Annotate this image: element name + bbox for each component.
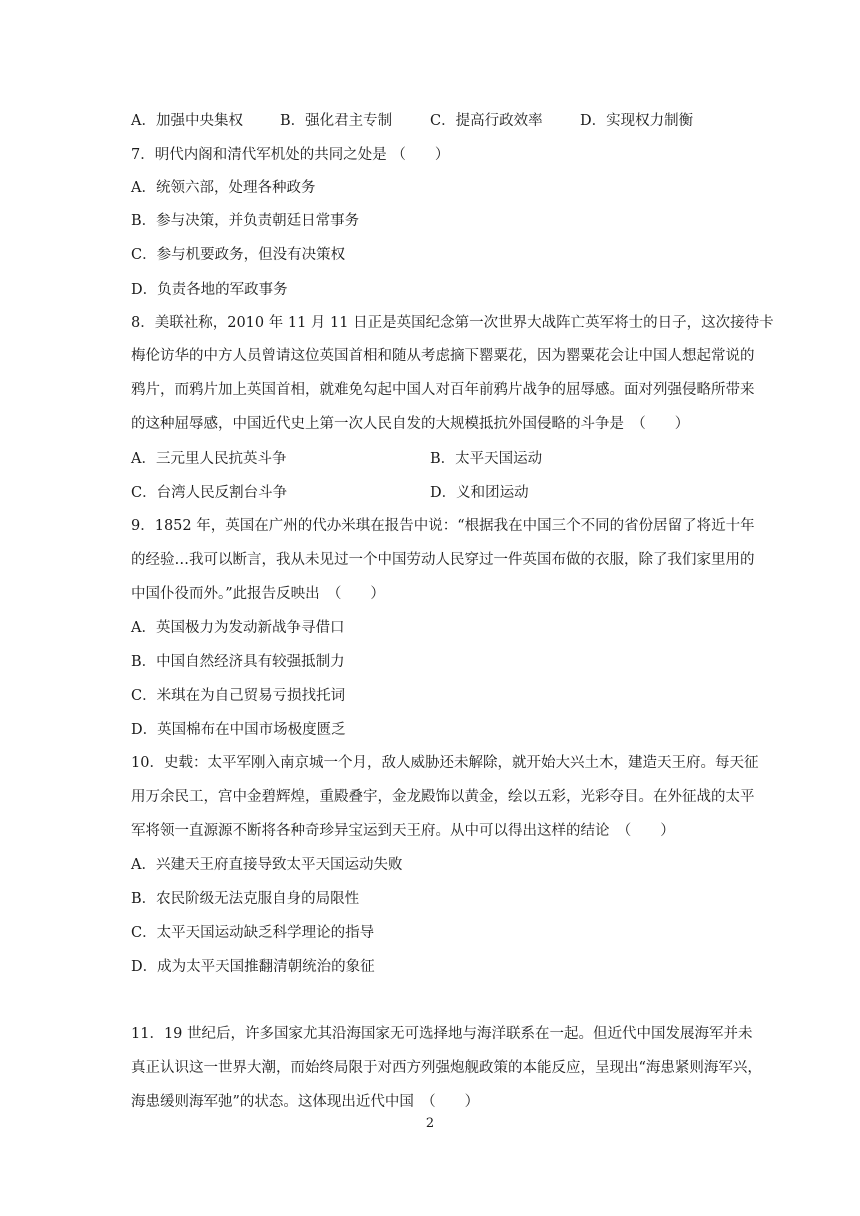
q10-stem-line-3: 军将领一直源源不断将各种奇珍异宝运到天王府。从中可以得出这样的结论 （ ） — [131, 823, 675, 839]
q7-option-c: C．参与机要政务，但没有决策权 — [131, 247, 346, 263]
q9-option-d: D．英国棉布在中国市场极度匮乏 — [131, 722, 346, 738]
q10-option-d: D．成为太平天国推翻清朝统治的象征 — [131, 959, 375, 975]
q8-option-b: B．太平天国运动 — [430, 451, 543, 467]
q7-option-d: D．负责各地的军政事务 — [131, 282, 288, 298]
page-number: 2 — [425, 1116, 435, 1131]
q10-stem-line-2: 用万余民工，宫中金碧辉煌，重殿叠宇，金龙殿饰以黄金，绘以五彩，光彩夺目。在外征战的太平 — [131, 789, 755, 805]
q8-stem-line-2: 梅伦访华的中方人员曾请这位英国首相和随从考虑摘下罂粟花，因为罂粟花会让中国人想起常说的 — [131, 348, 755, 364]
q6-option-d: D．实现权力制衡 — [580, 113, 694, 129]
q9-stem-line-1: 9．1852 年，英国在广州的代办米琪在报告中说：“根据我在中国三个不同的省份居留了将近十年 — [131, 518, 755, 534]
q10-stem-line-1: 10．史载：太平军刚入南京城一个月，敌人威胁还未解除，就开始大兴土木，建造天王府。每天征 — [131, 755, 759, 771]
q8-option-c: C．台湾人民反割台斗争 — [131, 485, 288, 501]
q10-option-b: B．农民阶级无法克服自身的局限性 — [131, 891, 360, 907]
q9-option-c: C．米琪在为自己贸易亏损找托词 — [131, 688, 346, 704]
q9-stem-line-2: 的经验…我可以断言，我从未见过一个中国劳动人民穿过一件英国布做的衣服，除了我们家里用的 — [131, 552, 755, 568]
q11-stem-line-3: 海患缓则海军弛”的状态。这体现出近代中国 （ ） — [131, 1094, 480, 1110]
q8-stem-line-3: 鸦片，而鸦片加上英国首相，就难免勾起中国人对百年前鸦片战争的屈辱感。面对列强侵略所带来 — [131, 382, 755, 398]
q7-stem: 7．明代内阁和清代军机处的共同之处是 （ ） — [131, 147, 450, 163]
q9-option-b: B．中国自然经济具有较强抵制力 — [131, 654, 345, 670]
q10-option-c: C．太平天国运动缺乏科学理论的指导 — [131, 925, 375, 941]
q7-option-b: B．参与决策，并负责朝廷日常事务 — [131, 213, 360, 229]
q9-option-a: A．英国极力为发动新战争寻借口 — [131, 620, 345, 636]
q8-stem-line-1: 8．美联社称，2010 年 11 月 11 日正是英国纪念第一次世界大战阵亡英军将士的日子，这次接待卡 — [131, 315, 774, 331]
q9-stem-line-3: 中国仆役而外。”此报告反映出 （ ） — [131, 586, 385, 602]
q11-stem-line-2: 真正认识这一世界大潮，而始终局限于对西方列强炮舰政策的本能反应，呈现出“海患紧则海军兴， — [131, 1060, 762, 1076]
q6-option-c: C．提高行政效率 — [430, 113, 543, 129]
q10-option-a: A．兴建天王府直接导致太平天国运动失败 — [131, 857, 403, 873]
q8-stem-line-4: 的这种屈辱感，中国近代史上第一次人民自发的大规模抵抗外国侵略的斗争是 （ ） — [131, 416, 690, 432]
q6-option-b: B．强化君主专制 — [280, 113, 393, 129]
q11-stem-line-1: 11．19 世纪后，许多国家尤其沿海国家无可选择地与海洋联系在一起。但近代中国发展海军并未 — [131, 1026, 753, 1042]
q8-option-a: A．三元里人民抗英斗争 — [131, 451, 287, 467]
q7-option-a: A．统领六部，处理各种政务 — [131, 180, 316, 196]
q6-option-a: A．加强中央集权 — [131, 113, 243, 129]
q8-option-d: D．义和团运动 — [430, 485, 529, 501]
